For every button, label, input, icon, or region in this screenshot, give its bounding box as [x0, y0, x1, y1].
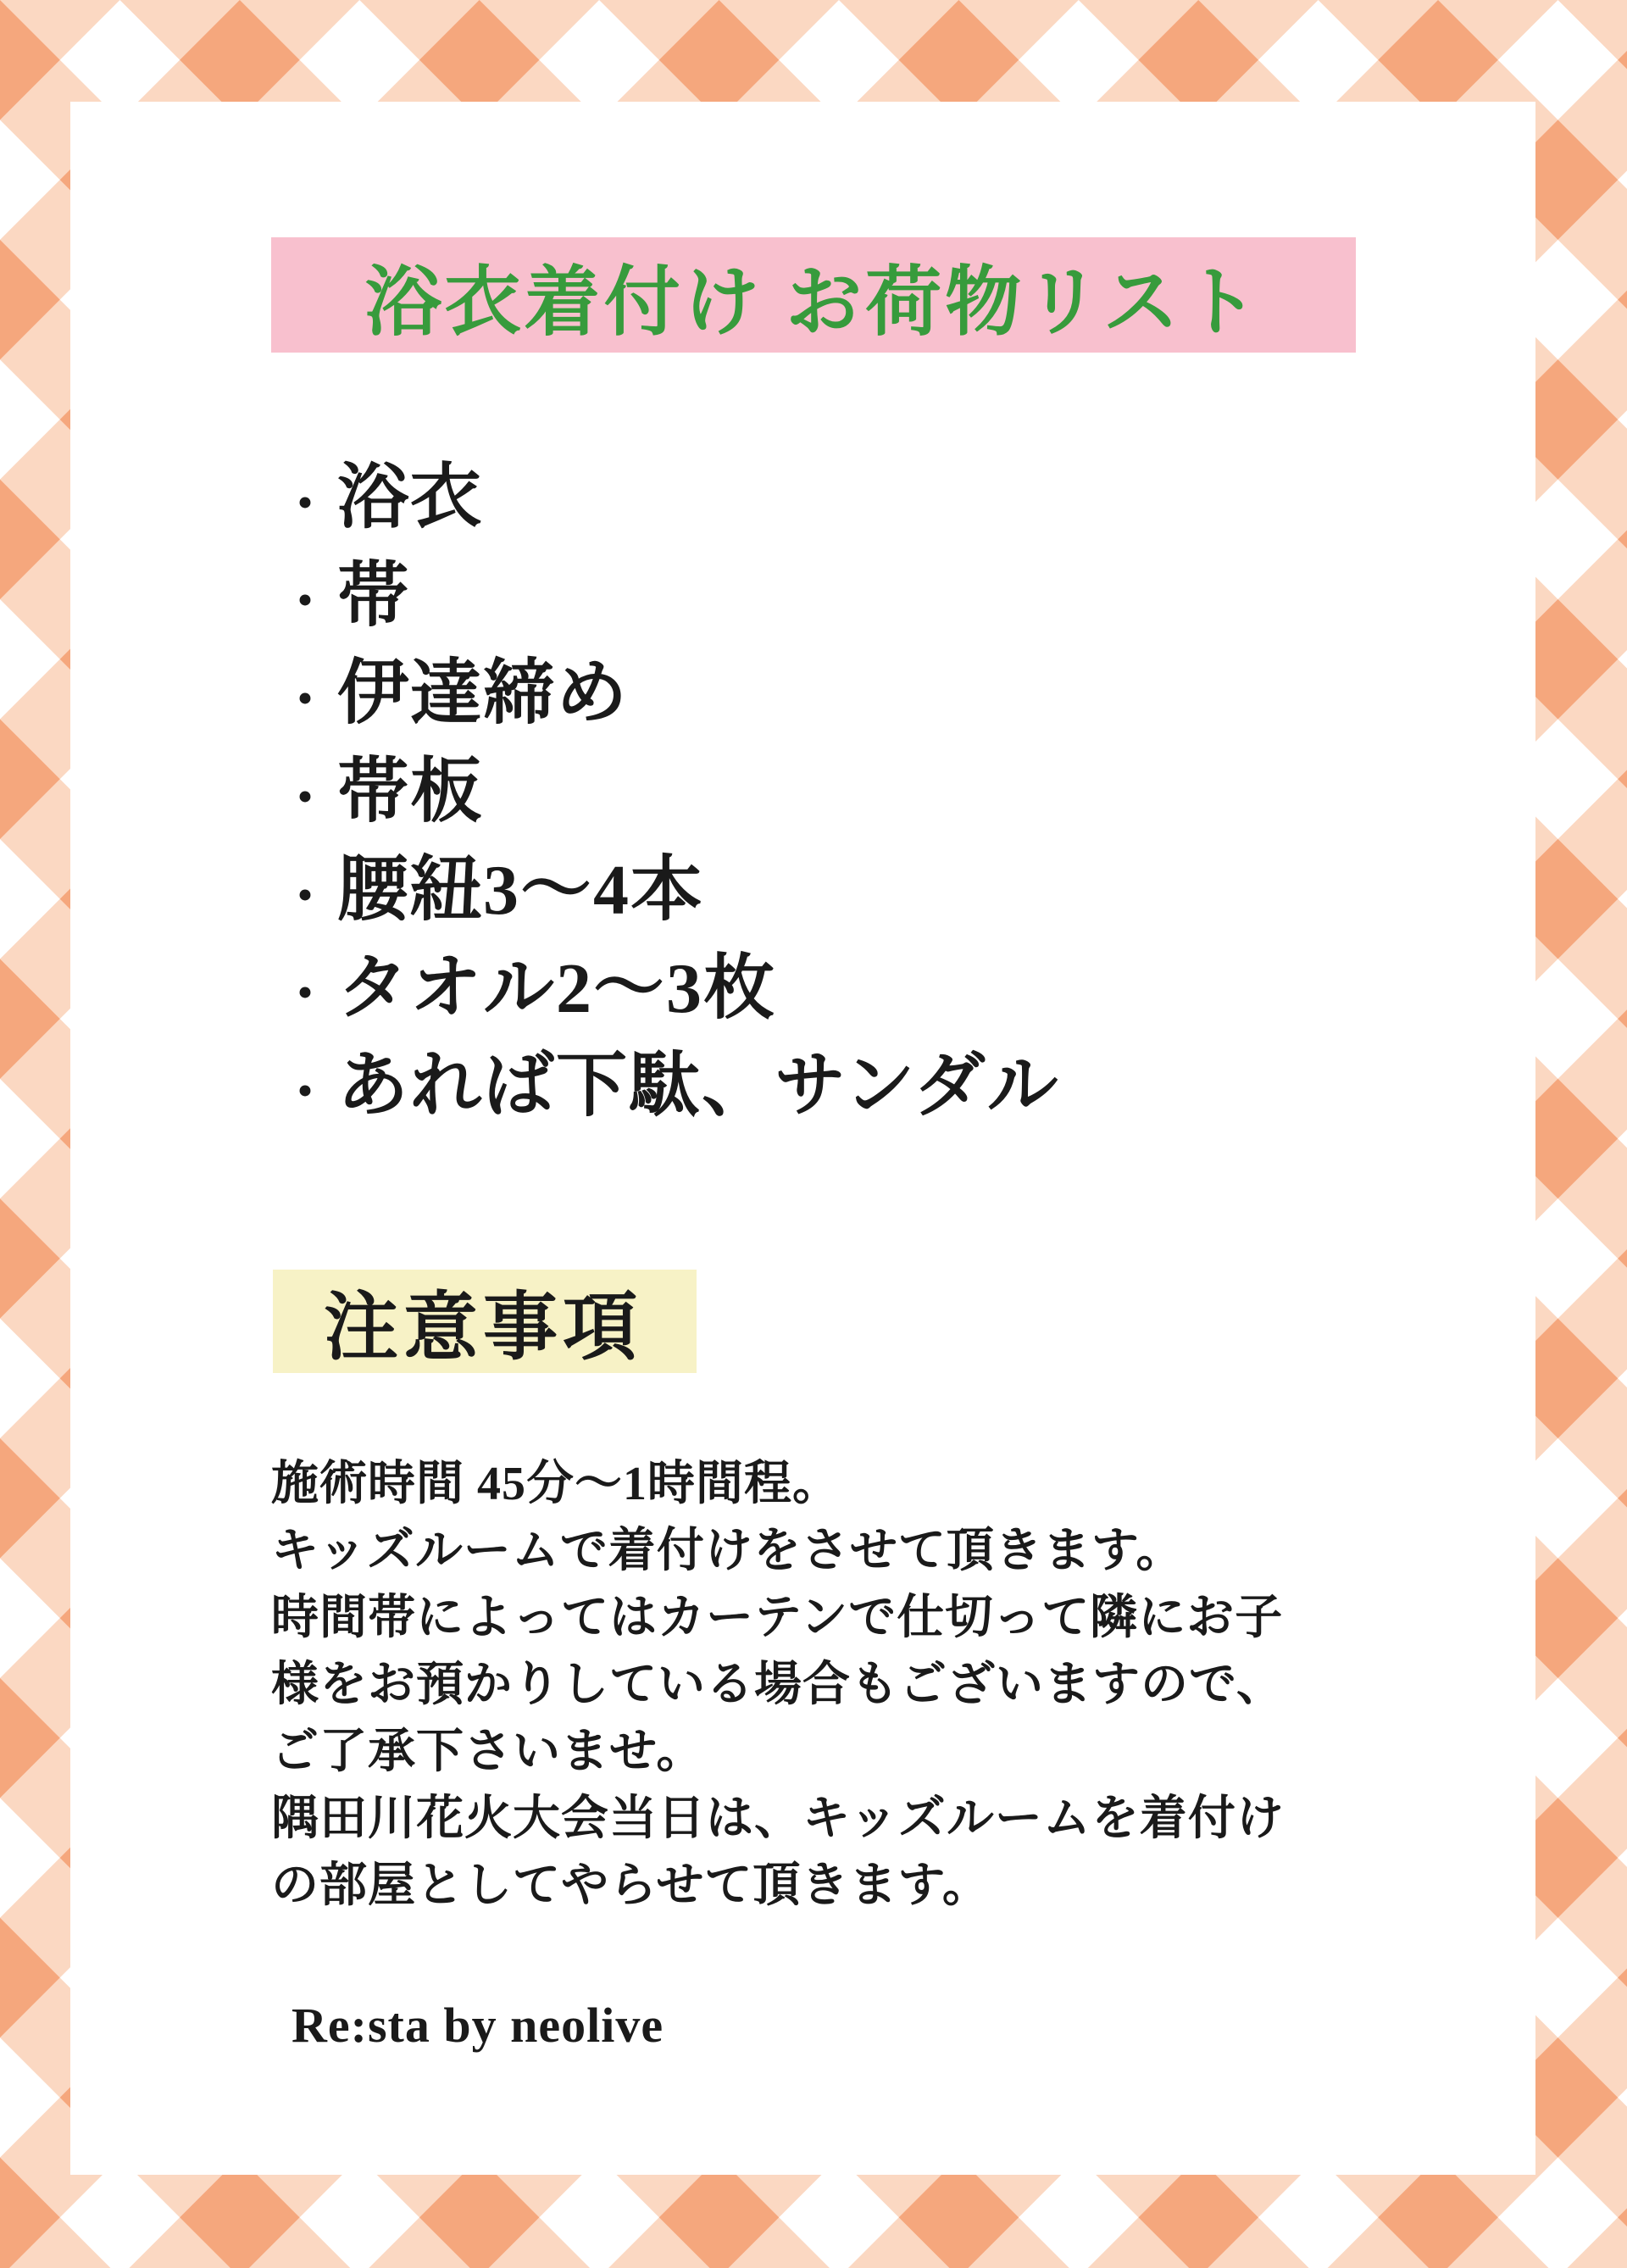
- notice-line: ご了承下さいませ。: [271, 1726, 705, 1778]
- bullet-dot: ・: [280, 673, 332, 730]
- bullet-dot: ・: [280, 967, 332, 1024]
- brand-name: Re:sta by neolive: [292, 1998, 664, 2053]
- list-item-label: 帯板: [337, 753, 484, 832]
- bullet-dot: ・: [280, 575, 332, 631]
- notice-line: 隅田川花火大会当日は、キッズルームを着付け: [271, 1793, 1285, 1845]
- page-title: 浴衣着付け お荷物リスト: [364, 261, 1263, 345]
- bullet-dot: ・: [280, 1065, 332, 1122]
- list-item: [280, 845, 1059, 943]
- list-item-label: 帯: [337, 556, 411, 636]
- notice-text: [271, 1451, 1285, 1920]
- notice-line: の部屋としてやらせて頂きます。: [271, 1859, 991, 1912]
- list-item: [280, 551, 1059, 649]
- list-item-label: タオル2〜3枚: [337, 948, 777, 1028]
- notice-heading-banner: [273, 1270, 697, 1373]
- bullet-dot: ・: [280, 770, 332, 827]
- notice-heading: 注意事項: [324, 1287, 643, 1370]
- list-item-label: あれば下駄、サンダル: [337, 1047, 1060, 1126]
- notice-line: 様をお預かりしている場合もございますので、: [271, 1659, 1285, 1711]
- list-item: [280, 648, 1059, 747]
- list-item: [280, 747, 1059, 845]
- notice-line: 施術時間 45分〜1時間程。: [271, 1458, 841, 1510]
- notice-line: キッズルームで着付けをさせて頂きます。: [271, 1525, 1185, 1577]
- packing-list: [280, 453, 1059, 1139]
- title-banner: [271, 237, 1356, 353]
- list-item: [280, 1041, 1059, 1139]
- bullet-dot: ・: [280, 869, 332, 926]
- list-item-label: 浴衣: [337, 459, 484, 537]
- list-item: [280, 453, 1059, 551]
- bullet-dot: ・: [280, 476, 332, 533]
- list-item: [280, 943, 1059, 1042]
- list-item-label: 腰紐3〜4本: [337, 850, 704, 930]
- list-item-label: 伊達締め: [337, 654, 630, 734]
- notice-line: 時間帯によってはカーテンで仕切って隣にお子: [271, 1592, 1284, 1644]
